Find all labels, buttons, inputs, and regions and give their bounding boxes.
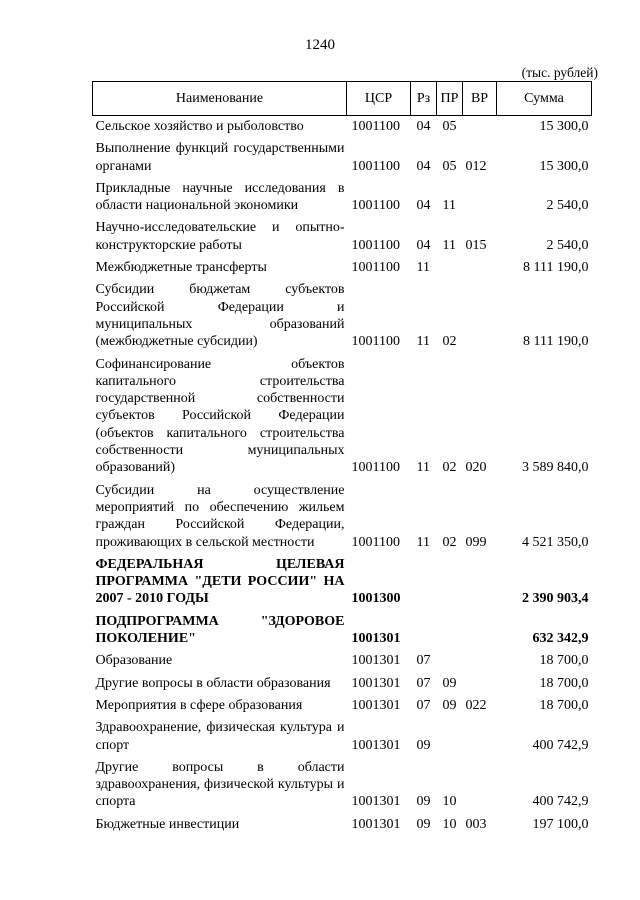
row-vr: 003 [465,816,487,832]
row-pr: 09 [442,697,457,713]
row-vr: 015 [465,237,487,253]
row-csr: 1001100 [351,334,400,350]
header-name: Наименование [93,82,347,116]
row-sum: 400 742,9 [532,794,589,810]
table-header [93,82,592,116]
row-csr: 1001301 [351,653,401,669]
row-vr [463,650,497,672]
table-row [93,611,592,651]
row-rz: 07 [416,675,431,691]
row-rz: 07 [416,697,431,713]
row-sum: 2 540,0 [546,237,589,253]
row-sum: 8 111 190,0 [523,334,589,350]
row-sum: 400 742,9 [532,737,589,753]
row-sum: 2 540,0 [546,198,589,214]
table-row [93,279,592,353]
row-name: Здравоохранение, физическая культура и спорт [95,720,345,753]
table-row [93,554,592,611]
row-vr [463,717,497,757]
row-vr: 020 [465,460,487,476]
row-vr [463,257,497,279]
row-rz: 11 [416,460,430,476]
row-vr: 099 [465,534,487,550]
table-row [93,757,592,814]
row-name: Выполнение функций государственными органами [95,141,345,174]
header-sum: Сумма [497,82,592,116]
row-pr [437,650,463,672]
row-pr: 09 [442,675,457,691]
row-csr: 1001100 [351,260,400,276]
table-row [93,695,592,717]
row-sum: 8 111 190,0 [523,260,589,276]
row-rz: 11 [416,334,430,350]
row-vr [463,673,497,695]
row-sum: 18 700,0 [539,697,589,713]
row-csr: 1001100 [351,460,400,476]
table-row [93,673,592,695]
row-name: Другие вопросы в области образования [95,675,331,691]
row-vr: 022 [465,697,487,713]
row-vr [463,178,497,218]
row-sum: 15 300,0 [539,158,589,174]
row-name: Бюджетные инвестиции [95,816,240,832]
row-name: Образование [95,653,173,669]
row-rz: 07 [416,653,431,669]
row-vr [463,757,497,814]
table-row [93,814,592,836]
row-name: Субсидии бюджетам субъектов Российской Федерации и муниципальных образований (межбюджетные субсидии) [95,282,345,350]
row-pr: 02 [442,460,457,476]
row-csr: 1001301 [351,697,401,713]
row-pr [437,717,463,757]
table-row [93,480,592,554]
row-pr: 10 [442,794,457,810]
row-name: Сельское хозяйство и рыболовство [95,119,304,134]
row-csr: 1001100 [351,237,400,253]
row-sum: 4 521 350,0 [522,534,589,550]
budget-table [92,81,592,836]
row-rz: 09 [416,737,431,753]
row-csr: 1001100 [351,119,400,134]
row-name: Мероприятия в сфере образования [95,697,303,713]
row-sum: 2 390 903,4 [522,591,589,607]
row-sum: 15 300,0 [539,119,589,134]
table-row [93,138,592,178]
header-vr: ВР [463,82,497,116]
row-rz: 04 [416,158,431,174]
header-csr: ЦСР [347,82,411,116]
row-vr [463,116,497,139]
row-name: Софинансирование объектов капитального строительства государственной собственности субъектов Российской Федерации (объектов капитального строительства собственности муниципальных образований) [95,356,345,476]
row-rz: 11 [416,534,430,550]
row-name: Прикладные научные исследования в области национальной экономики [95,180,345,214]
row-name: ПОДПРОГРАММА "ЗДОРОВОЕ ПОКОЛЕНИЕ" [95,613,345,647]
row-csr: 1001100 [351,158,400,174]
page-number: 1240 [305,37,335,53]
row-rz: 04 [416,119,431,134]
row-csr: 1001100 [351,534,400,550]
row-pr [437,611,463,651]
row-name: Межбюджетные трансферты [95,260,267,276]
units-label: (тыс. рублей) [521,65,598,80]
row-pr: 02 [442,534,457,550]
row-name: Научно-исследовательские и опытно-конструкторские работы [95,220,345,253]
row-name: ФЕДЕРАЛЬНАЯ ЦЕЛЕВАЯ ПРОГРАММА "ДЕТИ РОССИИ" НА 2007 - 2010 ГОДЫ [95,556,345,607]
row-rz [411,611,437,651]
row-pr [437,554,463,611]
row-vr [463,611,497,651]
row-csr: 1001301 [351,737,401,753]
row-vr [463,279,497,353]
row-sum: 632 342,9 [532,631,589,647]
table-row [93,217,592,257]
table-row [93,717,592,757]
row-pr: 02 [442,334,457,350]
row-csr: 1001300 [351,591,401,607]
row-name: Другие вопросы в области здравоохранения, физической культуры и спорта [95,759,345,810]
table-row [93,178,592,218]
row-pr: 05 [442,158,457,174]
row-csr: 1001301 [351,675,401,691]
table-body [93,116,592,836]
row-pr: 11 [442,237,456,253]
row-sum: 3 589 840,0 [522,460,589,476]
row-csr: 1001100 [351,198,400,214]
table-row [93,116,592,139]
row-rz [411,554,437,611]
row-sum: 197 100,0 [532,816,589,832]
row-rz: 09 [416,816,431,832]
header-rz: Рз [411,82,437,116]
row-rz: 04 [416,198,431,214]
row-csr: 1001301 [351,794,401,810]
row-csr: 1001301 [351,816,401,832]
row-rz: 09 [416,794,431,810]
row-name: Субсидии на осуществление мероприятий по обеспечению жильем граждан Российской Федерации, проживающих в сельской местности [95,482,345,550]
row-pr: 05 [442,119,457,134]
row-pr: 11 [442,198,456,214]
row-pr: 10 [442,816,457,832]
table-row [93,650,592,672]
row-rz: 04 [416,237,431,253]
header-pr: ПР [437,82,463,116]
row-vr: 012 [465,158,487,174]
table-row [93,354,592,480]
row-sum: 18 700,0 [539,653,589,669]
row-sum: 18 700,0 [539,675,589,691]
table-row [93,257,592,279]
row-pr [437,257,463,279]
row-csr: 1001301 [351,631,401,647]
row-vr [463,554,497,611]
row-rz: 11 [416,260,430,276]
